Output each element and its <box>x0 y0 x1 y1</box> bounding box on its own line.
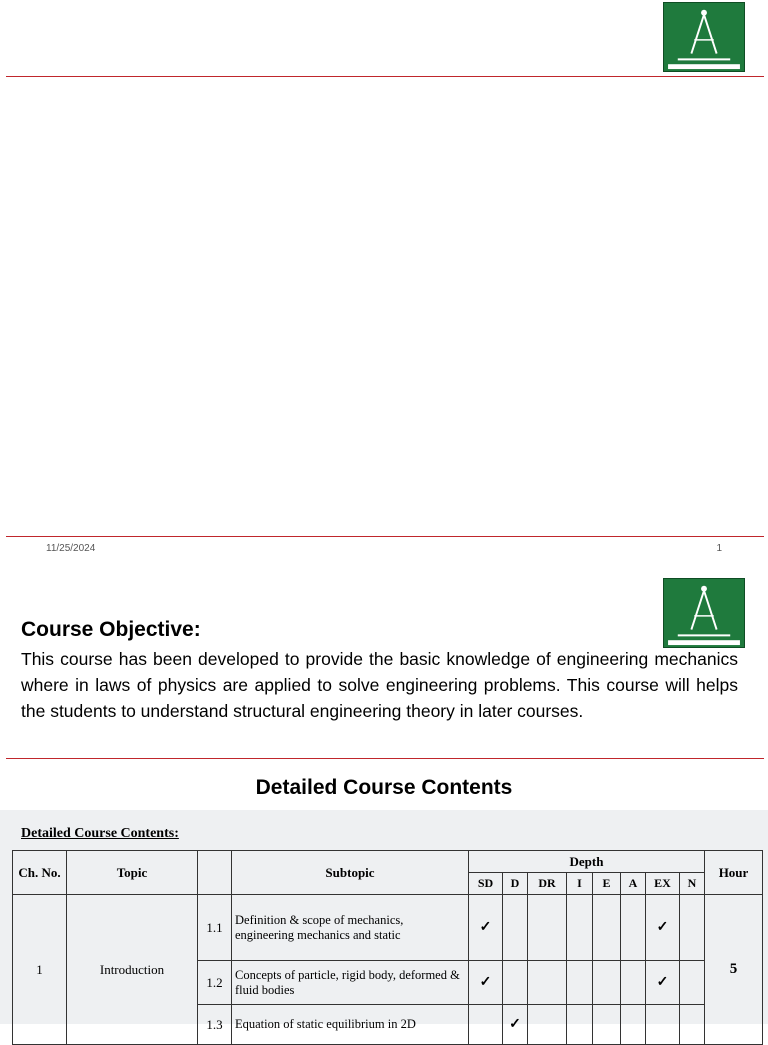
header-depth: Depth <box>469 851 705 873</box>
header-depth-d: D <box>503 873 528 895</box>
header-depth-i: I <box>567 873 593 895</box>
subtopic-number: 1.3 <box>198 1005 232 1045</box>
header-depth-e: E <box>593 873 621 895</box>
header-depth-ex: EX <box>646 873 680 895</box>
subtopic-text: Concepts of particle, rigid body, deformed & fluid bodies <box>232 961 469 1005</box>
header-ch-no: Ch. No. <box>13 851 67 895</box>
subtopic-number: 1.1 <box>198 895 232 961</box>
course-objective-text: This course has been developed to provide the basic knowledge of engineering mechanics where in laws of physics are applied to solve engineering problems. This course will helps the students to understand structural engineering theory in later courses. <box>21 649 738 721</box>
check-icon: ✓ <box>646 895 680 961</box>
course-objective-heading: Course Objective: <box>21 618 201 641</box>
subtopic-text: Definition & scope of mechanics, engineering mechanics and static <box>232 895 469 961</box>
scanned-contents-table <box>0 810 768 1032</box>
chapter-hours: 5 <box>705 895 763 1045</box>
depth-d-cell <box>503 895 528 961</box>
check-icon: ✓ <box>469 895 503 961</box>
scan-title: Detailed Course Contents: <box>21 826 179 841</box>
footer-page-number: 1 <box>716 543 722 554</box>
check-icon: ✓ <box>503 1005 528 1045</box>
header-rule <box>6 76 764 77</box>
header-depth-dr: DR <box>528 873 567 895</box>
subtopic-number: 1.2 <box>198 961 232 1005</box>
footer-rule <box>6 536 764 537</box>
header-depth-a: A <box>621 873 646 895</box>
depth-ex-cell <box>646 1005 680 1045</box>
table-row <box>13 895 763 961</box>
subtopic-text: Equation of static equilibrium in 2D <box>232 1005 469 1045</box>
section-rule <box>6 758 764 759</box>
footer-date: 11/25/2024 <box>46 543 96 554</box>
check-icon: ✓ <box>469 961 503 1005</box>
chapter-topic: Introduction <box>67 895 198 1045</box>
drafting-compass-logo-icon <box>663 2 745 72</box>
header-blank <box>198 851 232 895</box>
chapter-number: 1 <box>13 895 67 1045</box>
header-hour: Hour <box>705 851 763 895</box>
header-subtopic: Subtopic <box>232 851 469 895</box>
course-contents-table <box>12 850 763 1045</box>
slide-2 <box>0 560 768 1032</box>
drafting-compass-logo-icon <box>663 578 745 648</box>
depth-d-cell <box>503 961 528 1005</box>
header-depth-n: N <box>680 873 705 895</box>
depth-sd-cell <box>469 1005 503 1045</box>
check-icon: ✓ <box>646 961 680 1005</box>
header-depth-sd: SD <box>469 873 503 895</box>
header-topic: Topic <box>67 851 198 895</box>
detailed-contents-heading: Detailed Course Contents <box>255 776 513 799</box>
